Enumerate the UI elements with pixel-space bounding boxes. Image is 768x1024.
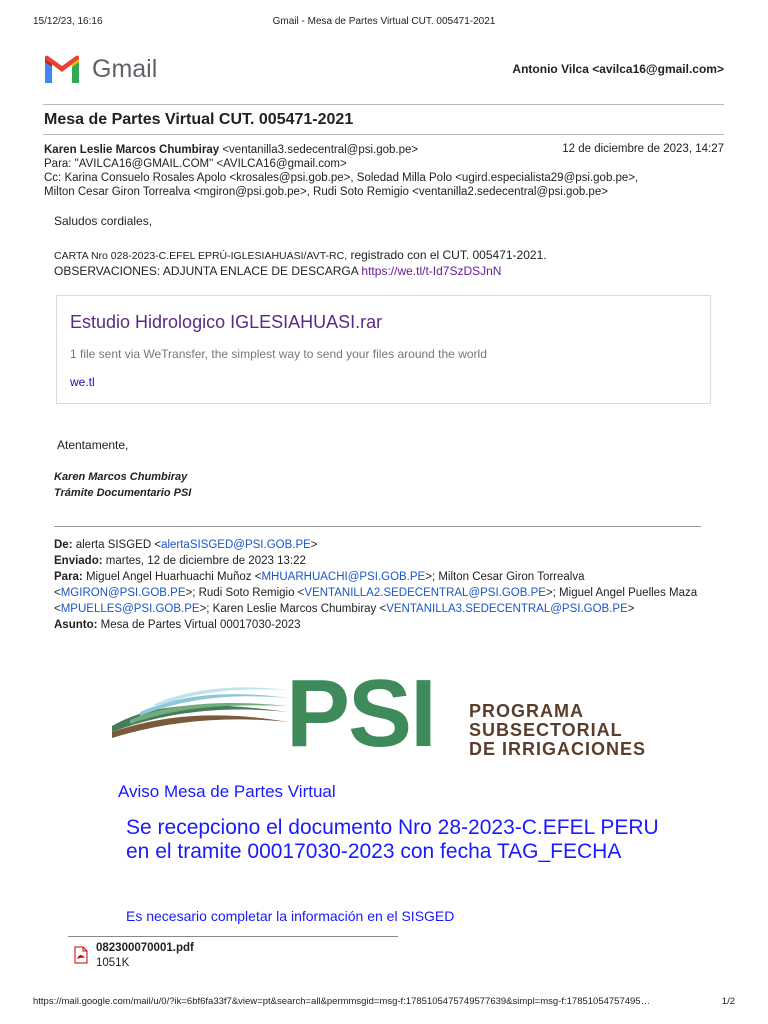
fwd-to-email[interactable]: MHUARHUACHI@PSI.GOB.PE <box>261 571 426 583</box>
carta-registered: registrado con el CUT. 005471-2021. <box>347 248 547 262</box>
reception-message: Se recepciono el documento Nro 28-2023-C.EFEL PERU en el tramite 00017030-2023 con fecha TAG_FECHA <box>126 816 659 863</box>
gmail-wordmark: Gmail <box>92 55 158 83</box>
observaciones-line <box>54 264 501 278</box>
to-line: Para: "AVILCA16@GMAIL.COM" <AVILCA16@gmail.com> <box>44 158 347 170</box>
attachment-size: 1051K <box>96 957 130 969</box>
pdf-icon[interactable] <box>73 946 89 964</box>
closing: Atentamente, <box>57 438 129 452</box>
sender-name: Karen Leslie Marcos Chumbiray <box>44 144 220 156</box>
card-subtitle: 1 file sent via WeTransfer, the simplest way to send your files around the world <box>70 347 487 361</box>
message-date: 12 de diciembre de 2023, 14:27 <box>562 143 724 155</box>
greeting: Saludos cordiales, <box>54 214 153 228</box>
forward-divider <box>54 526 701 527</box>
fwd-to-email[interactable]: MGIRON@PSI.GOB.PE <box>60 587 186 599</box>
account-label: Antonio Vilca <avilca16@gmail.com> <box>512 62 724 76</box>
card-short-link[interactable]: we.tl <box>70 375 95 389</box>
signature-role: Trámite Documentario PSI <box>54 487 192 499</box>
print-url: https://mail.google.com/mail/u/0/?ik=6bf6fa33f7&view=pt&search=all&permmsgid=msg-f:1785105475749577639&simpl=msg-f:17851054757495… <box>33 996 651 1007</box>
psi-line-3: DE IRRIGACIONES <box>469 739 647 759</box>
sender-address: <ventanilla3.sedecentral@psi.gob.pe> <box>222 144 419 156</box>
subject-divider <box>43 134 724 135</box>
psi-line-2: SUBSECTORIAL <box>469 720 623 740</box>
attachment-name[interactable]: 082300070001.pdf <box>96 942 194 954</box>
fwd-to-email[interactable]: VENTANILLA2.SEDECENTRAL@PSI.GOB.PE <box>304 587 546 599</box>
carta-reference: CARTA Nro 028-2023-C.EFEL EPRÚ-IGLESIAHUASI/AVT-RC, <box>54 250 348 262</box>
cc-line-2: Milton Cesar Giron Torrealva <mgiron@psi.gob.pe>, Rudi Soto Remigio <ventanilla2.sedecentral@psi.gob.pe> <box>44 186 608 198</box>
page-number: 1/2 <box>721 996 735 1007</box>
fwd-from-line: De: alerta SISGED <alertaSISGED@PSI.GOB.PE> <box>54 539 318 551</box>
fwd-from-email[interactable]: alertaSISGED@PSI.GOB.PE <box>161 539 311 551</box>
aviso-heading: Aviso Mesa de Partes Virtual <box>118 782 336 801</box>
psi-text-block <box>469 702 646 759</box>
fwd-subject-line: Asunto: Mesa de Partes Virtual 00017030-2023 <box>54 619 301 631</box>
sender-line <box>44 143 418 157</box>
header-divider <box>43 104 724 105</box>
carta-line <box>54 248 547 262</box>
print-title: Gmail - Mesa de Partes Virtual CUT. 005471-2021 <box>272 16 496 27</box>
forwarded-header <box>54 537 704 633</box>
print-datetime: 15/12/23, 16:16 <box>33 16 103 27</box>
completion-note: Es necesario completar la información en el SISGED <box>126 908 455 924</box>
cc-line-1: Cc: Karina Consuelo Rosales Apolo <krosales@psi.gob.pe>, Soledad Milla Polo <ugird.especialista29@psi.gob.pe>, <box>44 172 639 184</box>
email-subject: Mesa de Partes Virtual CUT. 005471-2021 <box>44 111 354 128</box>
observaciones-label: OBSERVACIONES: ADJUNTA ENLACE DE DESCARGA <box>54 264 362 278</box>
signature-name: Karen Marcos Chumbiray <box>54 471 188 483</box>
card-title-link[interactable]: Estudio Hidrologico IGLESIAHUASI.rar <box>70 312 383 332</box>
attachment-divider <box>68 936 398 937</box>
psi-line-1: PROGRAMA <box>469 701 584 721</box>
fwd-to-line: Para: Miguel Angel Huarhuachi Muñoz <MHUARHUACHI@PSI.GOB.PE>; Milton Cesar Giron Torrealva <MGIRON@PSI.GOB.PE>; Rudi Soto Remigio <VENTANILLA2.SEDECENTRAL@PSI.GOB.PE>; Miguel Angel Puelles Maza <MPUELLES@PSI.GOB.PE>; Karen Leslie Marcos Chumbiray <VENTANILLA3.SEDECENTRAL@PSI.GOB.PE> <box>54 571 698 615</box>
fwd-sent-line: Enviado: martes, 12 de diciembre de 2023 13:22 <box>54 555 306 567</box>
psi-waves-icon <box>110 682 290 744</box>
download-link[interactable]: https://we.tl/t-Id7SzDSJnN <box>361 264 502 278</box>
gmail-logo-icon <box>42 55 82 85</box>
psi-letters: PSI <box>286 660 435 767</box>
fwd-to-email[interactable]: MPUELLES@PSI.GOB.PE <box>60 603 200 615</box>
fwd-to-email[interactable]: VENTANILLA3.SEDECENTRAL@PSI.GOB.PE <box>386 603 628 615</box>
